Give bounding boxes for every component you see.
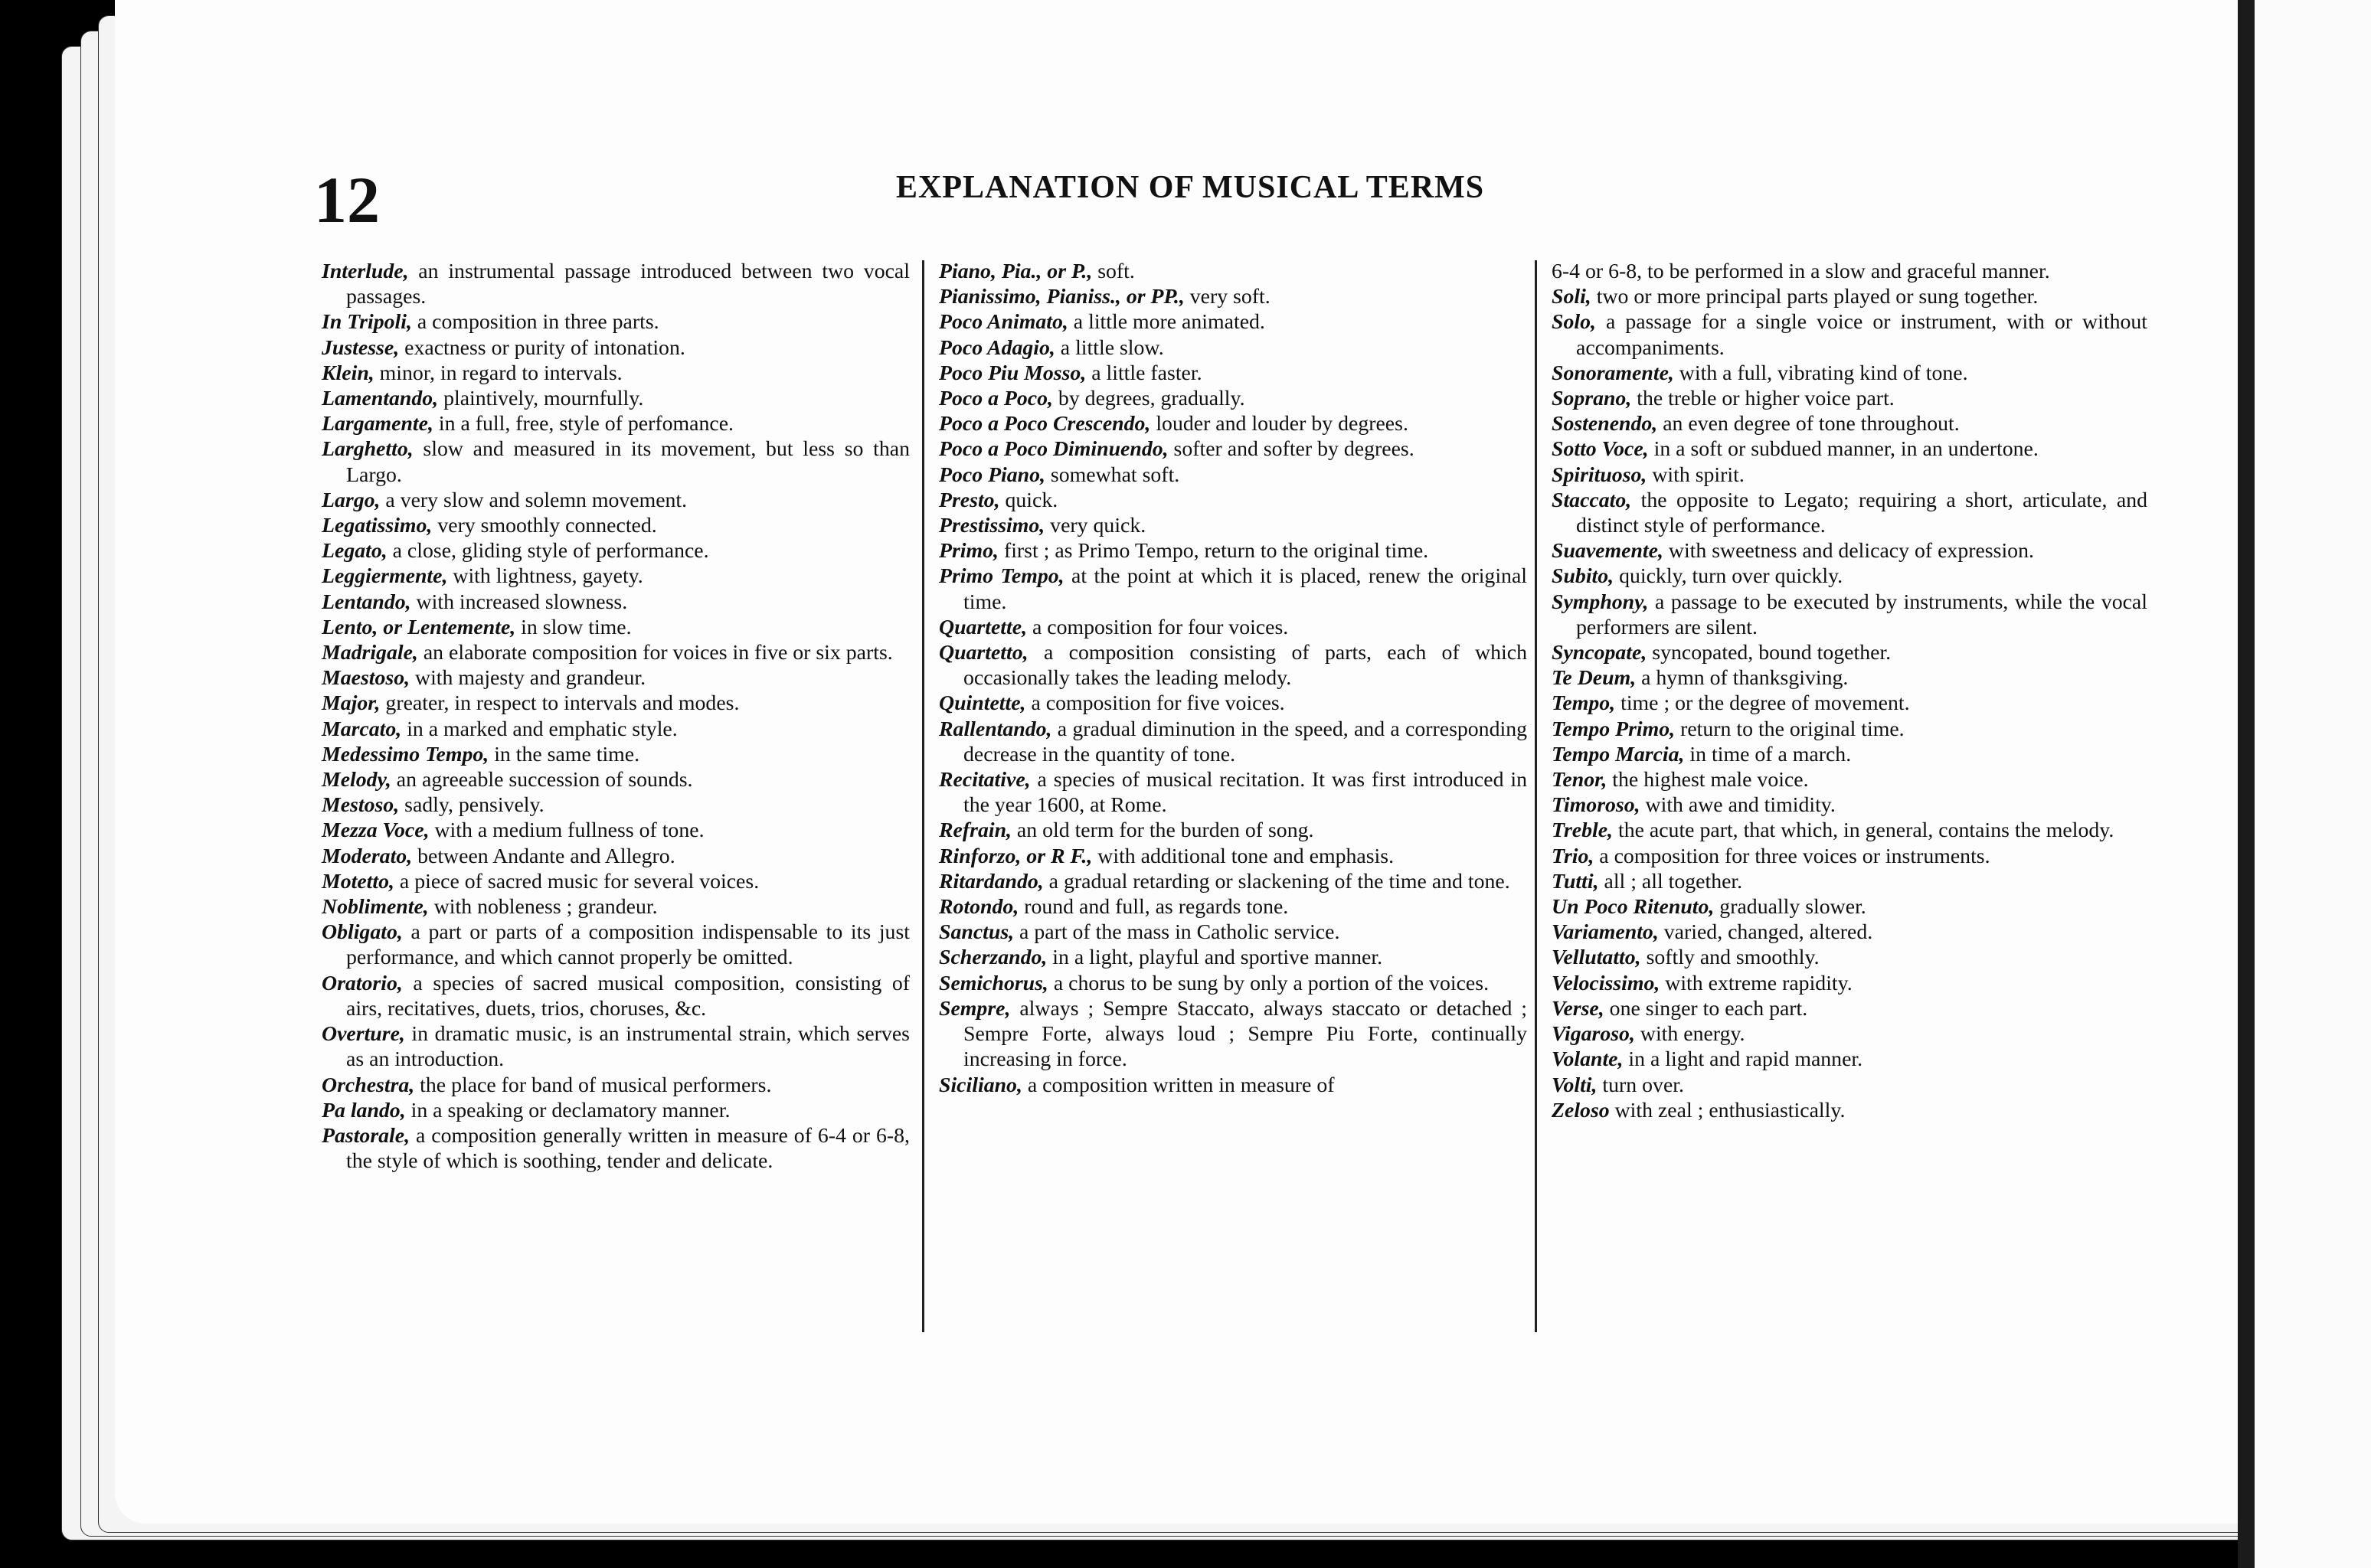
glossary-entry	[1552, 792, 2147, 818]
glossary-entry	[1552, 844, 2147, 869]
glossary-entry	[322, 538, 910, 564]
entry-definition: a part of the mass in Catholic service.	[1014, 920, 1340, 945]
entry-term: Poco Animato,	[939, 310, 1068, 335]
glossary-entry	[322, 361, 910, 386]
entry-definition: in a marked and emphatic style.	[401, 717, 678, 741]
entry-term: Presto,	[939, 488, 1000, 512]
entry-definition: varied, changed, altered.	[1658, 920, 1873, 945]
glossary-entry	[322, 386, 910, 411]
entry-definition: a very slow and solemn movement.	[380, 488, 688, 512]
entry-definition: the acute part, that which, in general, contains the melody.	[1613, 818, 2114, 843]
glossary-column-1	[322, 259, 910, 1174]
glossary-entry	[939, 844, 1527, 869]
entry-definition: a passage for a single voice or instrument, with or without accompaniments.	[1576, 310, 2147, 360]
entry-term: Rinforzo, or R F.,	[939, 844, 1093, 868]
entry-definition: a composition written in measure of	[1022, 1073, 1335, 1097]
entry-term: Vigaroso,	[1552, 1022, 1635, 1047]
entry-term: Lentando,	[322, 590, 411, 614]
entry-term: Leggiermente,	[322, 564, 448, 589]
glossary-entry	[939, 818, 1527, 843]
binding-shadow	[2238, 0, 2255, 1568]
glossary-entry	[1552, 462, 2147, 488]
entry-term: Symphony,	[1552, 590, 1649, 614]
entry-definition: an instrumental passage introduced between two vocal passages.	[346, 260, 910, 309]
entry-definition: turn over.	[1597, 1073, 1684, 1097]
glossary-entry	[322, 665, 910, 691]
entry-definition: with sweetness and delicacy of expression.	[1663, 539, 2034, 564]
entry-definition: two or more principal parts played or sung together.	[1591, 285, 2039, 309]
glossary-entry	[322, 920, 910, 970]
entry-term: Rallentando,	[939, 717, 1052, 741]
glossary-entry	[939, 615, 1527, 640]
entry-term: Obligato,	[322, 920, 403, 945]
entry-definition: with extreme rapidity.	[1660, 971, 1853, 995]
entry-term: Lento, or Lentemente,	[322, 615, 516, 639]
entry-term: Larghetto,	[322, 437, 414, 462]
glossary-entry	[322, 513, 910, 538]
glossary-entry	[1552, 1073, 2147, 1098]
glossary-entry	[939, 462, 1527, 488]
entry-definition: a composition for five voices.	[1025, 691, 1285, 716]
glossary-entry	[939, 717, 1527, 767]
column-rule	[922, 260, 924, 1332]
glossary-entry	[1552, 945, 2147, 970]
entry-term: Largo,	[322, 488, 381, 512]
entry-definition: in a soft or subdued manner, in an undertone.	[1648, 437, 2039, 462]
glossary-entry	[322, 971, 910, 1021]
glossary-entry	[322, 767, 910, 792]
glossary-entry	[322, 869, 910, 894]
entry-term: In Tripoli,	[322, 310, 412, 335]
entry-definition: a composition generally written in measure of 6-4 or 6-8, the style of which is soothing, tender and delicate.	[346, 1123, 910, 1174]
glossary-entry	[322, 844, 910, 869]
entry-definition: a composition in three parts.	[411, 310, 659, 335]
glossary-entry	[1552, 488, 2147, 538]
entry-term: Tempo Marcia,	[1552, 742, 1685, 766]
glossary-entry	[1552, 284, 2147, 309]
entry-term: Verse,	[1552, 996, 1604, 1021]
entry-term: Te Deum,	[1552, 666, 1637, 691]
entry-definition: one singer to each part.	[1604, 996, 1808, 1021]
entry-term: Lamentando,	[322, 387, 439, 411]
glossary-entry	[1552, 1021, 2147, 1047]
entry-definition: exactness or purity of intonation.	[399, 335, 685, 360]
glossary-entry	[939, 894, 1527, 920]
entry-term: Rotondo,	[939, 895, 1019, 920]
glossary-entry	[1552, 717, 2147, 742]
column-rule	[1535, 260, 1537, 1332]
entry-definition: in time of a march.	[1684, 742, 1852, 766]
glossary-entry	[322, 335, 910, 361]
entry-term: Un Poco Ritenuto,	[1552, 895, 1715, 920]
entry-term: Vellutatto,	[1552, 946, 1641, 970]
glossary-entry	[322, 894, 910, 920]
entry-definition: return to the original time.	[1675, 717, 1905, 741]
glossary-entry	[939, 564, 1527, 614]
entry-term: Orchestra,	[322, 1073, 415, 1097]
glossary-entry	[1552, 259, 2147, 284]
entry-definition: sadly, pensively.	[399, 793, 545, 818]
glossary-entry	[939, 284, 1527, 309]
glossary-entry	[939, 538, 1527, 564]
entry-term: Noblimente,	[322, 895, 429, 920]
glossary-entry	[939, 767, 1527, 818]
entry-term: Moderato,	[322, 844, 413, 868]
glossary-entry	[322, 564, 910, 589]
entry-term: Soli,	[1552, 285, 1591, 309]
entry-term: Poco a Poco Crescendo,	[939, 412, 1151, 436]
entry-definition: gradually slower.	[1714, 895, 1866, 920]
glossary-entry	[939, 335, 1527, 361]
glossary-entry	[1552, 665, 2147, 691]
entry-term: Trio,	[1552, 844, 1594, 868]
glossary-entry	[322, 488, 910, 513]
glossary-entry	[322, 792, 910, 818]
entry-term: Largamente,	[322, 412, 433, 436]
entry-definition: a piece of sacred music for several voices.	[394, 869, 760, 893]
entry-definition: always ; Sempre Staccato, always staccato or detached ; Sempre Forte, always loud ; Sempre Piu Forte, continually increasing in force.	[963, 996, 1527, 1072]
entry-definition: an even degree of tone throughout.	[1657, 412, 1960, 436]
entry-term: Soprano,	[1552, 387, 1632, 411]
entry-definition: very smoothly connected.	[432, 514, 657, 538]
entry-definition: a chorus to be sung by only a portion of the voices.	[1048, 971, 1490, 995]
entry-term: Overture,	[322, 1022, 405, 1047]
entry-definition: with lightness, gayety.	[447, 564, 643, 589]
glossary-entry	[1552, 818, 2147, 843]
glossary-column-2	[939, 259, 1527, 1098]
glossary-entry	[1552, 691, 2147, 716]
entry-definition: the opposite to Legato; requiring a short, articulate, and distinct style of performance.	[1576, 488, 2147, 538]
entry-definition: softly and smoothly.	[1640, 946, 1820, 970]
entry-term: Tutti,	[1552, 869, 1599, 893]
entry-term: Quartette,	[939, 615, 1028, 639]
entry-term: Pianissimo, Pianiss., or PP.,	[939, 285, 1185, 309]
entry-definition: first ; as Primo Tempo, return to the original time.	[999, 539, 1429, 564]
entry-term: Poco Piano,	[939, 462, 1045, 487]
glossary-entry	[322, 411, 910, 436]
entry-term: Subito,	[1552, 564, 1614, 589]
glossary-entry	[939, 513, 1527, 538]
entry-definition: in a speaking or declamatory manner.	[405, 1098, 731, 1122]
entry-definition: a little slow.	[1055, 335, 1164, 360]
entry-definition: a composition consisting of parts, each of which occasionally takes the leading melody.	[963, 641, 1527, 691]
glossary-entry	[322, 436, 910, 487]
entry-term: Sempre,	[939, 996, 1011, 1021]
glossary-entry	[1552, 590, 2147, 640]
glossary-entry	[1552, 742, 2147, 767]
entry-definition: an old term for the burden of song.	[1011, 818, 1314, 843]
entry-definition: round and full, as regards tone.	[1019, 895, 1289, 920]
entry-term: Oratorio,	[322, 971, 403, 995]
entry-term: Primo,	[939, 539, 999, 564]
entry-definition: somewhat soft.	[1045, 462, 1180, 487]
entry-definition: quick.	[999, 488, 1058, 512]
entry-term: Scherzando,	[939, 946, 1048, 970]
entry-term: Volti,	[1552, 1073, 1598, 1097]
entry-definition: greater, in respect to intervals and modes.	[380, 691, 740, 716]
entry-definition: between Andante and Allegro.	[412, 844, 675, 868]
entry-term: Primo Tempo,	[939, 564, 1064, 589]
glossary-entry	[322, 615, 910, 640]
glossary-entry	[1552, 1098, 2147, 1123]
entry-term: Sostenendo,	[1552, 412, 1658, 436]
entry-definition: 6-4 or 6-8, to be performed in a slow and graceful manner.	[1552, 260, 2050, 283]
entry-definition: very quick.	[1045, 514, 1146, 538]
entry-term: Legato,	[322, 539, 388, 564]
entry-term: Mestoso,	[322, 793, 400, 818]
entry-term: Staccato,	[1552, 488, 1632, 512]
entry-definition: soft.	[1092, 260, 1135, 283]
glossary-entry	[939, 971, 1527, 996]
entry-definition: in a full, free, style of perfomance.	[433, 412, 734, 436]
running-head: EXPLANATION OF MUSICAL TERMS	[896, 170, 1485, 205]
entry-term: Tempo,	[1552, 691, 1616, 716]
glossary-entry	[939, 488, 1527, 513]
entry-term: Interlude,	[322, 260, 409, 283]
glossary-entry	[1552, 1047, 2147, 1072]
glossary-entry	[322, 640, 910, 665]
glossary-entry	[1552, 869, 2147, 894]
entry-definition: with awe and timidity.	[1640, 793, 1836, 818]
entry-definition: at the point at which it is placed, renew the original time.	[963, 564, 1528, 614]
entry-definition: a composition for four voices.	[1027, 615, 1289, 639]
glossary-entry	[1552, 996, 2147, 1021]
entry-term: Quartetto,	[939, 641, 1029, 665]
glossary-entry	[1552, 436, 2147, 462]
glossary-entry	[939, 1073, 1527, 1098]
entry-term: Major,	[322, 691, 381, 716]
entry-definition: with a medium fullness of tone.	[429, 818, 705, 843]
glossary-entry	[939, 411, 1527, 436]
glossary-column-3	[1552, 259, 2147, 1123]
entry-definition: all ; all together.	[1598, 869, 1743, 893]
glossary-entry	[322, 818, 910, 843]
entry-term: Piano, Pia., or P.,	[939, 260, 1093, 283]
entry-term: Velocissimo,	[1552, 971, 1660, 995]
entry-definition: slow and measured in its movement, but less so than Largo.	[346, 437, 910, 487]
glossary-entry	[939, 869, 1527, 894]
entry-term: Poco a Poco,	[939, 387, 1053, 411]
glossary-entry	[322, 309, 910, 335]
entry-term: Poco Piu Mosso,	[939, 361, 1087, 385]
entry-term: Prestissimo,	[939, 514, 1045, 538]
entry-term: Zeloso	[1552, 1098, 1610, 1122]
entry-definition: a close, gliding style of performance.	[387, 539, 709, 564]
glossary-entry	[1552, 894, 2147, 920]
facing-page-edge	[2255, 0, 2371, 1568]
glossary-entry	[939, 996, 1527, 1073]
glossary-entry	[322, 1021, 910, 1072]
glossary-entry	[322, 590, 910, 615]
glossary-entry	[939, 309, 1527, 335]
glossary-entry	[1552, 920, 2147, 945]
glossary-entry	[1552, 386, 2147, 411]
glossary-entry	[1552, 767, 2147, 792]
entry-definition: an agreeable succession of sounds.	[391, 768, 693, 792]
glossary-entry	[1552, 640, 2147, 665]
page-number: 12	[314, 163, 380, 237]
entry-definition: quickly, turn over quickly.	[1614, 564, 1843, 589]
entry-term: Sotto Voce,	[1552, 437, 1649, 462]
entry-definition: a little faster.	[1086, 361, 1202, 385]
entry-term: Quintette,	[939, 691, 1026, 716]
glossary-entry	[939, 640, 1527, 691]
entry-term: Tempo Primo,	[1552, 717, 1676, 741]
entry-definition: by degrees, gradually.	[1052, 387, 1245, 411]
glossary-entry	[939, 259, 1527, 284]
entry-definition: an elaborate composition for voices in five or six parts.	[417, 641, 893, 665]
entry-term: Siciliano,	[939, 1073, 1022, 1097]
entry-term: Suavemente,	[1552, 539, 1663, 564]
glossary-entry	[322, 1073, 910, 1098]
entry-term: Marcato,	[322, 717, 402, 741]
glossary-entry	[1552, 538, 2147, 564]
entry-definition: louder and louder by degrees.	[1150, 412, 1408, 436]
glossary-entry	[939, 945, 1527, 970]
entry-term: Klein,	[322, 361, 374, 385]
entry-definition: a little more animated.	[1068, 310, 1265, 335]
entry-definition: with additional tone and emphasis.	[1092, 844, 1395, 868]
entry-term: Timoroso,	[1552, 793, 1640, 818]
entry-term: Pa lando,	[322, 1098, 406, 1122]
entry-term: Sonoramente,	[1552, 361, 1674, 385]
entry-term: Syncopate,	[1552, 641, 1647, 665]
glossary-entry	[939, 691, 1527, 716]
entry-definition: a passage to be executed by instruments, while the vocal performers are silent.	[1576, 590, 2147, 639]
entry-definition: with zeal ; enthusiastically.	[1609, 1098, 1846, 1122]
entry-definition: very soft.	[1184, 285, 1271, 309]
glossary-entry	[322, 1098, 910, 1123]
entry-term: Recitative,	[939, 768, 1031, 792]
glossary-entry	[1552, 411, 2147, 436]
entry-definition: the treble or higher voice part.	[1631, 387, 1895, 411]
entry-definition: a gradual retarding or slackening of the time and tone.	[1043, 869, 1510, 893]
glossary-entry	[939, 386, 1527, 411]
entry-definition: with nobleness ; grandeur.	[428, 895, 658, 920]
entry-term: Motetto,	[322, 869, 394, 893]
glossary-entry	[939, 920, 1527, 945]
glossary-entry	[1552, 564, 2147, 589]
entry-definition: a gradual diminution in the speed, and a corresponding decrease in the quantity of tone.	[963, 717, 1527, 766]
entry-definition: with majesty and grandeur.	[410, 666, 646, 691]
entry-term: Melody,	[322, 768, 391, 792]
entry-definition: a hymn of thanksgiving.	[1636, 666, 1849, 691]
entry-term: Treble,	[1552, 818, 1614, 843]
entry-definition: in dramatic music, is an instrumental strain, which serves as an introduction.	[346, 1022, 910, 1072]
glossary-entry	[322, 259, 910, 309]
entry-definition: syncopated, bound together.	[1647, 641, 1892, 665]
entry-definition: in a light, playful and sportive manner.	[1047, 946, 1383, 970]
entry-term: Variamento,	[1552, 920, 1659, 945]
glossary-entry	[939, 436, 1527, 462]
entry-term: Justesse,	[322, 335, 400, 360]
entry-term: Legatissimo,	[322, 514, 433, 538]
entry-term: Pastorale,	[322, 1123, 410, 1148]
entry-term: Spirituoso,	[1552, 462, 1647, 487]
entry-definition: plaintively, mournfully.	[438, 387, 644, 411]
entry-definition: in a light and rapid manner.	[1623, 1047, 1863, 1072]
glossary-entry	[322, 1123, 910, 1174]
entry-term: Medessimo Tempo,	[322, 742, 489, 766]
entry-term: Semichorus,	[939, 971, 1048, 995]
entry-term: Refrain,	[939, 818, 1012, 843]
entry-term: Volante,	[1552, 1047, 1624, 1072]
glossary-entry	[322, 742, 910, 767]
entry-term: Poco Adagio,	[939, 335, 1055, 360]
entry-definition: the place for band of musical performers.	[414, 1073, 772, 1097]
entry-definition: in the same time.	[489, 742, 640, 766]
entry-term: Madrigale,	[322, 641, 418, 665]
entry-definition: minor, in regard to intervals.	[374, 361, 623, 385]
entry-definition: with energy.	[1634, 1022, 1745, 1047]
glossary-entry	[322, 691, 910, 716]
entry-definition: a part or parts of a composition indispensable to its just performance, and which cannot properly be omitted.	[346, 920, 910, 970]
glossary-entry	[1552, 309, 2147, 360]
entry-term: Tenor,	[1552, 768, 1607, 792]
entry-definition: with spirit.	[1647, 462, 1745, 487]
entry-term: Mezza Voce,	[322, 818, 430, 843]
glossary-entry	[1552, 971, 2147, 996]
entry-definition: in slow time.	[515, 615, 632, 639]
entry-term: Solo,	[1552, 310, 1596, 335]
entry-definition: with a full, vibrating kind of tone.	[1673, 361, 1968, 385]
entry-definition: a species of musical recitation. It was first introduced in the year 1600, at Rome.	[963, 768, 1527, 818]
entry-definition: with increased slowness.	[410, 590, 628, 614]
entry-term: Maestoso,	[322, 666, 410, 691]
entry-term: Sanctus,	[939, 920, 1015, 945]
entry-term: Poco a Poco Diminuendo,	[939, 437, 1169, 462]
glossary-entry	[1552, 361, 2147, 386]
entry-definition: a species of sacred musical composition, consisting of airs, recitatives, duets, trios, choruses, &c.	[346, 971, 910, 1021]
entry-definition: the highest male voice.	[1607, 768, 1809, 792]
entry-definition: time ; or the degree of movement.	[1615, 691, 1910, 716]
glossary-entry	[322, 717, 910, 742]
entry-definition: a composition for three voices or instruments.	[1594, 844, 1990, 868]
entry-term: Ritardando,	[939, 869, 1044, 893]
entry-definition: softer and softer by degrees.	[1168, 437, 1414, 462]
glossary-entry	[939, 361, 1527, 386]
